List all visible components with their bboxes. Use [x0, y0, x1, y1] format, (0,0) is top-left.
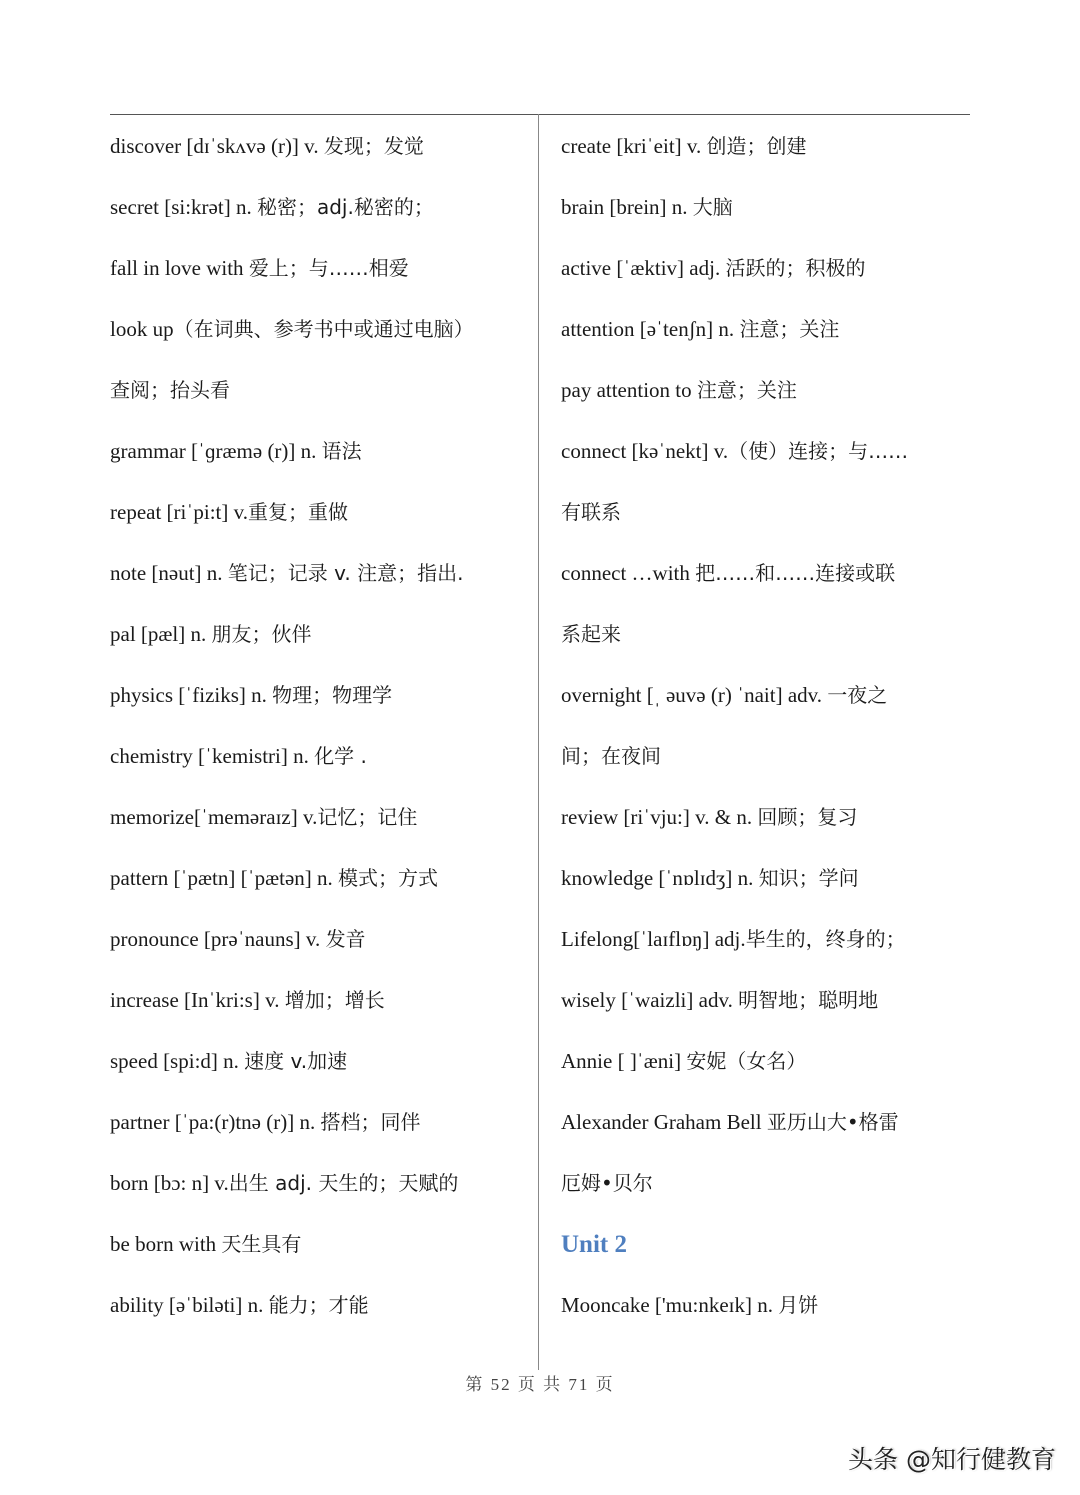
vocab-entry: Annie [ ]ˈæni] 安妮（女名） — [561, 1049, 807, 1073]
top-rule — [110, 114, 970, 115]
vocab-entry: active [ˈæktiv] adj. 活跃的；积极的 — [561, 256, 866, 280]
vocab-entry: look up（在词典、参考书中或通过电脑） — [110, 317, 474, 341]
vocab-entry: connect …with 把……和……连接或联 — [561, 561, 896, 585]
vocab-entry: grammar [ˈɡræmə (r)] n. 语法 — [110, 439, 362, 463]
vocab-entry: partner [ˈpa:(r)tnə (r)] n. 搭档；同伴 — [110, 1110, 421, 1134]
vocab-entry: create [kriˈeit] v. 创造；创建 — [561, 134, 807, 158]
vocab-entry: fall in love with 爱上；与……相爱 — [110, 256, 409, 280]
vocab-entry: repeat [riˈpi:t] v.重复；重做 — [110, 500, 348, 524]
vocab-entry: be born with 天生具有 — [110, 1232, 302, 1256]
vocab-entry: attention [əˈtenʃn] n. 注意；关注 — [561, 317, 840, 341]
vocab-entry: review [riˈvju:] v. & n. 回顾；复习 — [561, 805, 858, 829]
vocab-entry: Alexander Graham Bell 亚历山大•格雷 — [561, 1110, 899, 1134]
page-number: 第 52 页 共 71 页 — [465, 1375, 615, 1394]
vocab-entry: wisely [ˈwaizli] adv. 明智地；聪明地 — [561, 988, 879, 1012]
vocab-entry: increase [Inˈkri:s] v. 增加；增长 — [110, 988, 385, 1012]
vocab-entry: speed [spi:d] n. 速度 v.加速 — [110, 1049, 348, 1073]
vocab-entry: chemistry [ˈkemistri] n. 化学 . — [110, 744, 367, 768]
vocab-entry: physics [ˈfiziks] n. 物理；物理学 — [110, 683, 393, 707]
vocab-entry: connect [kəˈnekt] v.（使）连接；与…… — [561, 439, 909, 463]
vocab-entry-continuation: 厄姆•贝尔 — [561, 1171, 653, 1195]
vocab-entry: born [bɔ: n] v.出生 adj. 天生的；天赋的 — [110, 1171, 459, 1195]
vocab-entry: pay attention to 注意；关注 — [561, 378, 797, 402]
vocab-entry: overnight [ˌ əuvə (r) ˈnait] adv. 一夜之 — [561, 683, 888, 707]
vocab-entry: brain [brein] n. 大脑 — [561, 195, 733, 219]
vocab-entry: pattern [ˈpætn] [ˈpætən] n. 模式；方式 — [110, 866, 439, 890]
vocab-entry: Lifelong[ˈlaɪflɒŋ] adj.毕生的，终身的； — [561, 927, 906, 951]
vocab-entry: discover [dɪˈskʌvə (r)] v. 发现；发觉 — [110, 134, 424, 158]
unit-heading: Unit 2 — [561, 1231, 627, 1258]
right-column — [561, 116, 976, 1336]
vocab-entry-continuation: 有联系 — [561, 500, 621, 524]
vocab-entry: secret [si:krət] n. 秘密；adj.秘密的； — [110, 195, 434, 219]
left-column — [110, 116, 535, 1336]
vocab-entry: knowledge [ˈnɒlɪdʒ] n. 知识；学问 — [561, 866, 859, 890]
unit-heading-row — [561, 1214, 976, 1275]
column-divider — [538, 114, 539, 1370]
vocab-entry: note [nəut] n. 笔记；记录 v. 注意；指出. — [110, 561, 464, 585]
vocab-entry-continuation: 查阅；抬头看 — [110, 378, 230, 402]
vocab-entry: pal [pæl] n. 朋友；伙伴 — [110, 622, 312, 646]
vocab-entry: Mooncake ['mu:nkeɪk] n. 月饼 — [561, 1293, 819, 1317]
vocab-entry: memorize[ˈmeməraɪz] v.记忆；记住 — [110, 805, 418, 829]
vocab-entry-continuation: 间；在夜间 — [561, 744, 661, 768]
vocab-entry: pronounce [prəˈnauns] v. 发音 — [110, 927, 366, 951]
vocab-entry: ability [əˈbiləti] n. 能力；才能 — [110, 1293, 369, 1317]
vocab-entry-continuation: 系起来 — [561, 622, 621, 646]
watermark: 头条 @知行健教育 — [848, 1445, 1056, 1474]
